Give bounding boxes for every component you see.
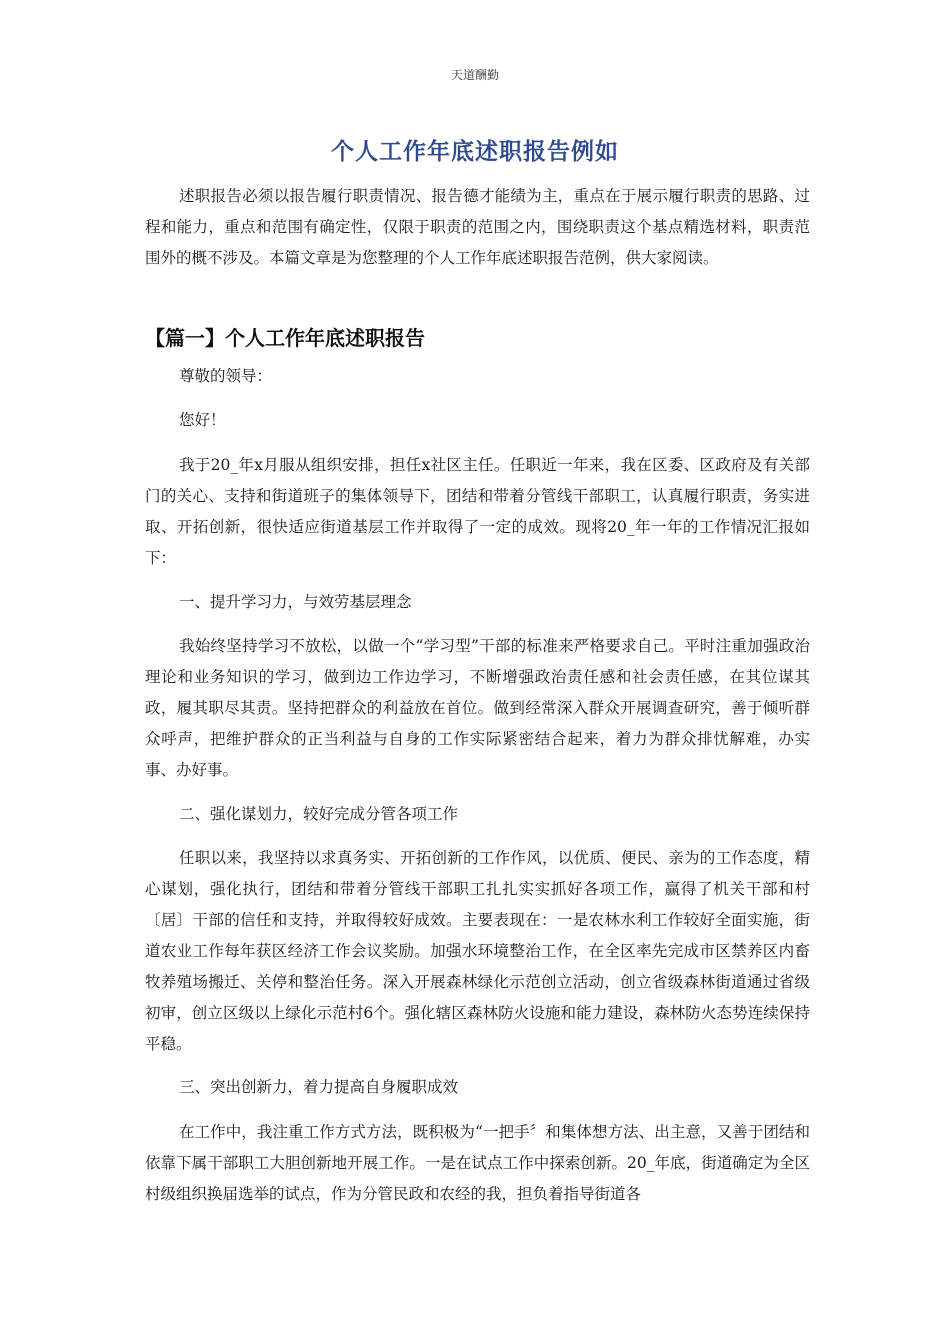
intro-paragraph: 述职报告必须以报告履行职责情况、报告德才能绩为主，重点在于展示履行职责的思路、过程和能力，重点和范围有确定性，仅限于职责的范围之内，围绕职责这个基点精选材料，职责范围外的概不涉及。本篇文章是为您整理的个人工作年底述职报告范例，供大家阅读。 (145, 187, 810, 267)
subheading-2: 二、强化谋划力，较好完成分管各项工作 (179, 805, 459, 823)
section-heading: 【篇一】个人工作年底述职报告 (145, 326, 425, 350)
paragraph-2: 我始终坚持学习不放松，以做一个“学习型”干部的标准来严格要求自己。平时注重加强政治理论和业务知识的学习，做到边工作边学习，不断增强政治责任感和社会责任感，在其位谋其政，履其职尽其责。坚持把群众的利益放在首位。做到经常深入群众开展调查研究，善于倾听群众呼声，把维护群众的正当利益与自身的工作实际紧密结合起来，着力为群众排忧解难，办实事、办好事。 (145, 637, 810, 779)
subheading-3: 三、突出创新力，着力提高自身履职成效 (179, 1078, 459, 1096)
greeting: 您好！ (179, 411, 226, 429)
document-title: 个人工作年底述职报告例如 (331, 139, 619, 165)
paragraph-1: 我于20_年x月服从组织安排，担任x社区主任。任职近一年来，我在区委、区政府及有关部门的关心、支持和街道班子的集体领导下，团结和带着分管线干部职工，认真履行职责，务实进取、开拓创新，很快适应街道基层工作并取得了一定的成效。现将20_年一年的工作情况汇报如下： (145, 456, 810, 567)
salutation: 尊敬的领导： (179, 367, 273, 385)
page-header: 天道酬勤 (450, 68, 499, 82)
subheading-1: 一、提升学习力，与效劳基层理念 (179, 593, 412, 611)
paragraph-3: 任职以来，我坚持以求真务实、开拓创新的工作作风，以优质、便民、亲为的工作态度，精心谋划，强化执行，团结和带着分管线干部职工扎扎实实抓好各项工作，赢得了机关干部和村〔居〕干部的信任和支持，并取得较好成效。主要表现在：一是农林水利工作较好全面实施，街道农业工作每年获区经济工作会议奖励。加强水环境整治工作，在全区率先完成市区禁养区内畜牧养殖场搬迁、关停和整治任务。深入开展森林绿化示范创立活动，创立省级森林街道通过省级初审，创立区级以上绿化示范村6个。强化辖区森林防火设施和能力建设，森林防火态势连续保持平稳。 (145, 849, 810, 1053)
paragraph-4: 在工作中，我注重工作方式方法，既积极为“一把手〞和集体想方法、出主意，又善于团结和依靠下属干部职工大胆创新地开展工作。一是在试点工作中探索创新。20_年底，街道确定为全区村级组织换届选举的试点，作为分管民政和农经的我，担负着指导街道各 (145, 1123, 810, 1203)
